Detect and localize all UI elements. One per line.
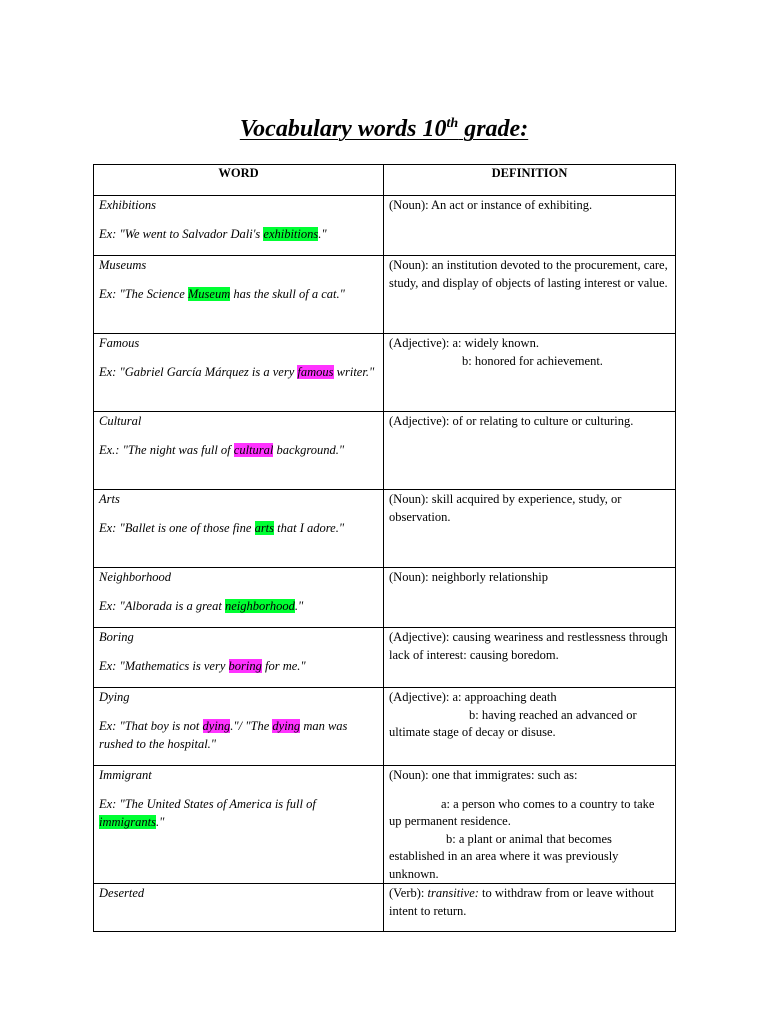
- vocab-word: Arts: [99, 492, 120, 506]
- definition-text: (Noun): An act or instance of exhibiting.: [389, 198, 593, 212]
- definition-text: (Noun): skill acquired by experience, study, or observation.: [389, 492, 622, 524]
- definition-part: (Noun): one that immigrates: such as:: [389, 768, 578, 782]
- definition-part: a: a person who comes to a country to take up permanent residence.: [389, 796, 655, 828]
- page-title: [0, 116, 768, 143]
- example-text: Ex.: "The night was full of: [99, 443, 234, 457]
- example-text: Ex: "Alborada is a great: [99, 599, 225, 613]
- definition-part: (Verb):: [389, 886, 428, 900]
- definition-cell: [384, 884, 676, 932]
- example-sentence: [99, 520, 378, 538]
- table-row: [94, 256, 676, 334]
- definition-cell: [384, 490, 676, 568]
- example-sentence: [99, 286, 378, 304]
- example-text: Ex: "Mathematics is very: [99, 659, 229, 673]
- word-cell: [94, 196, 384, 256]
- definition-cell: [384, 688, 676, 766]
- vocab-word: Immigrant: [99, 768, 152, 782]
- example-sentence: [99, 226, 378, 244]
- example-text: writer.": [333, 365, 375, 379]
- example-highlight: Museum: [187, 287, 231, 301]
- definition-text: (Adjective): of or relating to culture or culturing.: [389, 414, 634, 428]
- word-cell: [94, 256, 384, 334]
- example-sentence: [99, 796, 378, 831]
- example-text: Ex: "We went to Salvador Dali's: [99, 227, 264, 241]
- word-cell: [94, 568, 384, 628]
- example-sentence: [99, 598, 378, 616]
- table-row: [94, 490, 676, 568]
- definition-text: [389, 689, 670, 742]
- definition-part: to withdraw from or leave without intent to return.: [389, 886, 654, 918]
- definition-cell: [384, 196, 676, 256]
- example-highlight: neighborhood: [224, 599, 295, 613]
- example-text: .": [294, 599, 304, 613]
- example-highlight: boring: [228, 659, 262, 673]
- vocab-word: Cultural: [99, 414, 142, 428]
- example-sentence: [99, 718, 378, 753]
- definition-cell: [384, 334, 676, 412]
- example-text: Ex: "That boy is not: [99, 719, 203, 733]
- example-text: .": [155, 814, 165, 829]
- title-main: Vocabulary words 10: [239, 116, 447, 142]
- definition-text: (Noun): an institution devoted to the procurement, care, study, and display of objects of lasting interest or value.: [389, 258, 668, 290]
- definition-text: [389, 885, 670, 920]
- word-cell: [94, 412, 384, 490]
- example-text: for me.": [261, 659, 306, 673]
- vocabulary-table: [93, 164, 676, 932]
- example-text: Ex: "The Science: [99, 287, 188, 301]
- definition-text: [389, 335, 670, 370]
- vocab-word: Neighborhood: [99, 570, 171, 584]
- title-tail: grade:: [458, 116, 529, 142]
- example-highlight: arts: [254, 521, 275, 535]
- table-row: [94, 334, 676, 412]
- word-cell: [94, 688, 384, 766]
- word-cell: [94, 766, 384, 884]
- table-row: [94, 884, 676, 932]
- example-text: background.": [273, 443, 345, 457]
- example-highlight: dying: [272, 719, 301, 733]
- definition-part: transitive:: [427, 886, 479, 900]
- table-row: [94, 766, 676, 884]
- header-word: WORD: [94, 165, 384, 196]
- vocab-word: Deserted: [99, 886, 145, 900]
- definition-part: b: a plant or animal that becomes established in an area where it was previously unknown.: [389, 831, 619, 881]
- example-sentence: [99, 442, 378, 460]
- table-row: [94, 196, 676, 256]
- definition-cell: [384, 568, 676, 628]
- example-text: that I adore.": [274, 521, 345, 535]
- example-text: man was rushed to the hospital.": [99, 719, 348, 751]
- example-sentence: [99, 364, 378, 382]
- table-row: [94, 628, 676, 688]
- definition-text: (Noun): neighborly relationship: [389, 570, 548, 584]
- table-row: [94, 412, 676, 490]
- example-text: has the skull of a cat.": [230, 287, 345, 301]
- word-cell: [94, 490, 384, 568]
- vocab-word: Museums: [99, 258, 147, 272]
- example-highlight: cultural: [233, 443, 274, 457]
- vocab-word: Exhibitions: [99, 198, 156, 212]
- definition-cell: [384, 412, 676, 490]
- table-row: [94, 568, 676, 628]
- example-highlight: famous: [297, 365, 334, 379]
- header-definition: DEFINITION: [384, 165, 676, 196]
- table-header-row: [94, 165, 676, 196]
- vocab-word: Famous: [99, 336, 140, 350]
- definition-text: [389, 767, 670, 883]
- example-highlight: immigrants: [99, 814, 156, 829]
- example-text: Ex: "Gabriel García Márquez is a very: [99, 365, 298, 379]
- example-sentence: [99, 658, 378, 676]
- example-text: .": [318, 227, 327, 241]
- definition-cell: [384, 766, 676, 884]
- example-text: Ex: "Ballet is one of those fine: [99, 521, 255, 535]
- definition-part: b: having reached an advanced or ultimate stage of decay or disuse.: [389, 707, 637, 739]
- definition-part: b: honored for achievement.: [462, 353, 603, 368]
- example-text: ."/ "The: [230, 719, 273, 733]
- definition-cell: [384, 628, 676, 688]
- example-highlight: exhibitions: [263, 227, 319, 241]
- definition-cell: [384, 256, 676, 334]
- definition-text: (Adjective): causing weariness and restlessness through lack of interest: causing boredom.: [389, 630, 668, 662]
- example-text: Ex: "The United States of America is full of: [99, 797, 316, 811]
- vocab-word: Boring: [99, 630, 134, 644]
- vocab-word: Dying: [99, 690, 130, 704]
- word-cell: [94, 334, 384, 412]
- example-highlight: dying: [202, 719, 231, 733]
- definition-part: (Adjective): a: widely known.: [389, 336, 539, 350]
- word-cell: [94, 628, 384, 688]
- definition-part: (Adjective): a: approaching death: [389, 690, 557, 704]
- title-superscript: th: [446, 116, 459, 131]
- word-cell: [94, 884, 384, 932]
- table-row: [94, 688, 676, 766]
